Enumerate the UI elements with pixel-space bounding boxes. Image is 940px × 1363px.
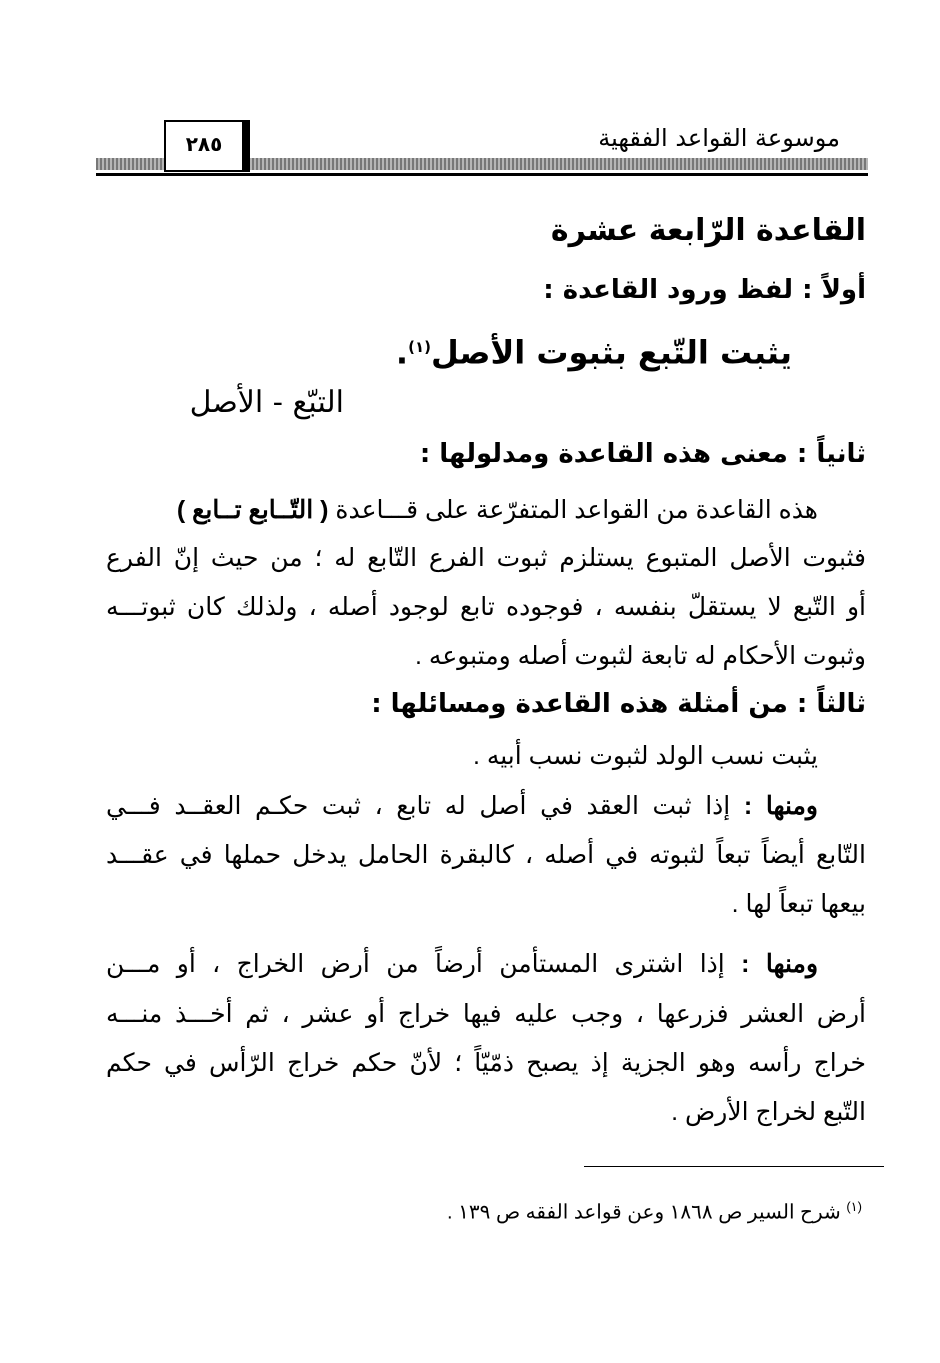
- example-3-line-1-text: إذا اشترى المستأمن أرضاً من أرض الخراج ، أو مـــن: [106, 950, 725, 978]
- meaning-line-3: أو التّبع لا يستقلّ بنفسه ، فوجوده تابع لوجود أصله ، ولذلك كان ثبوتـــه: [106, 593, 866, 621]
- footnote-rule: [584, 1166, 884, 1167]
- page-number-box: [164, 120, 244, 172]
- section2-heading: ثانياً : معنى هذه القاعدة ومدلولها :: [419, 439, 866, 469]
- meaning-line-4: وثبوت الأحكام له تابعة لثبوت أصله ومتبوعه .: [415, 642, 866, 670]
- book-title: موسوعة القواعد الفقهية: [598, 124, 840, 152]
- example-2-line-1-text: إذا ثبت العقد في أصل له تابع ، ثبت حكـم العقــد فـــي: [106, 792, 731, 820]
- header-rule: [96, 173, 868, 176]
- example-1: يثبت نسب الولد لثبوت نسب أبيه .: [472, 742, 818, 770]
- meaning-line-1: [118, 490, 818, 530]
- example-3-line-2: أرض العشر فزرعها ، وجب عليه فيها خراج أو عشر ، ثم أخـــذ منـــه: [106, 1000, 866, 1028]
- rule-text: [192, 322, 792, 378]
- meaning-line-2: فثبوت الأصل المتبوع يستلزم ثبوت الفرع التّابع له ؛ من حيث إنّ الفرع: [106, 544, 866, 572]
- footnote-text: شرح السير ص ١٨٦٨ وعن قواعد الفقه ص ١٣٩ .: [447, 1201, 841, 1224]
- section1-heading: أولاً : لفظ ورود القاعدة :: [543, 275, 866, 305]
- rule-text-body: يثبت التّبع بثبوت الأصل: [430, 333, 792, 372]
- example-3-line-1: [106, 944, 818, 984]
- section3-heading: ثالثاً : من أمثلة هذه القاعدة ومسائلها :: [371, 689, 866, 719]
- meaning-line-1-bold: ( التّــابع تــابع ): [176, 496, 329, 524]
- page-number: ٢٨٥: [185, 132, 223, 156]
- example-2-line-1: [106, 786, 818, 826]
- example-2-line-2: التّابع أيضاً تبعاً لثبوته في أصله ، كالبقرة الحامل يدخل حملها في عقـــد: [106, 841, 866, 869]
- example-2-line-3: بيعها تبعاً لها .: [731, 890, 866, 918]
- meaning-line-1-text: هذه القاعدة من القواعد المتفرّعة على قـــاعدة: [335, 496, 818, 524]
- example-3-line-3: خراج رأسه وهو الجزية إذ يصبح ذمّيّاً ؛ لأنّ حكم خراج الرّأس في حكم: [106, 1049, 866, 1077]
- rule-heading: القاعدة الرّابعة عشرة: [550, 213, 866, 248]
- footnote-marker: (١): [846, 1199, 862, 1214]
- example-3-line-4: التّبع لخراج الأرض .: [671, 1098, 866, 1126]
- page-box-shadow: [243, 120, 250, 172]
- example-3-lead: ومنها :: [741, 950, 819, 978]
- example-2-lead: ومنها :: [743, 792, 819, 820]
- footnote: [162, 1192, 862, 1228]
- rule-footnote-marker: (١): [408, 338, 431, 356]
- keywords: التبّع - الأصل: [189, 385, 344, 420]
- rule-text-end: .: [395, 333, 409, 372]
